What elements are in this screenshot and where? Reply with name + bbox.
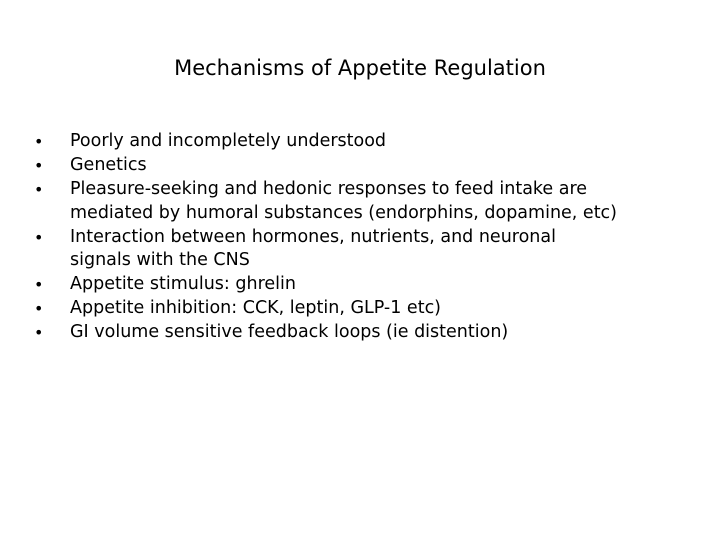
bullet-line: Pleasure-seeking and hedonic responses to feed intake are	[70, 179, 588, 199]
bullet-text	[70, 130, 694, 154]
bullet-list	[34, 130, 694, 345]
bullet-icon: •	[34, 227, 44, 247]
bullet-item	[34, 154, 694, 178]
bullet-text	[70, 178, 694, 225]
bullet-icon: •	[34, 132, 44, 151]
bullet-line: signals with the CNS	[70, 250, 250, 270]
bullet-icon: •	[34, 275, 44, 294]
bullet-line: mediated by humoral substances (endorphins, dopamine, etc)	[70, 202, 618, 223]
bullet-icon: •	[34, 180, 44, 199]
bullet-line: Genetics	[70, 155, 147, 175]
bullet-item	[34, 178, 694, 225]
bullet-line: Appetite stimulus: ghrelin	[70, 274, 296, 294]
bullet-item	[34, 226, 694, 273]
bullet-line: Interaction between hormones, nutrients, and neuronal	[70, 226, 556, 247]
bullet-text	[70, 321, 694, 345]
bullet-line: GI volume sensitive feedback loops (ie distention)	[70, 322, 509, 342]
bullet-item	[34, 297, 694, 321]
bullet-text	[70, 297, 694, 321]
bullet-line: Poorly and incompletely understood	[70, 131, 387, 151]
bullet-text	[70, 273, 694, 297]
bullet-text	[70, 154, 694, 178]
bullet-item	[34, 321, 694, 345]
bullet-item	[34, 130, 694, 154]
bullet-icon: •	[34, 299, 44, 318]
bullet-text	[70, 226, 694, 273]
bullet-line: Appetite inhibition: CCK, leptin, GLP-1 etc)	[70, 298, 442, 318]
bullet-item	[34, 273, 694, 297]
slide-title: Mechanisms of Appetite Regulation	[174, 56, 546, 80]
bullet-icon: •	[34, 156, 44, 175]
bullet-icon: •	[34, 323, 44, 342]
